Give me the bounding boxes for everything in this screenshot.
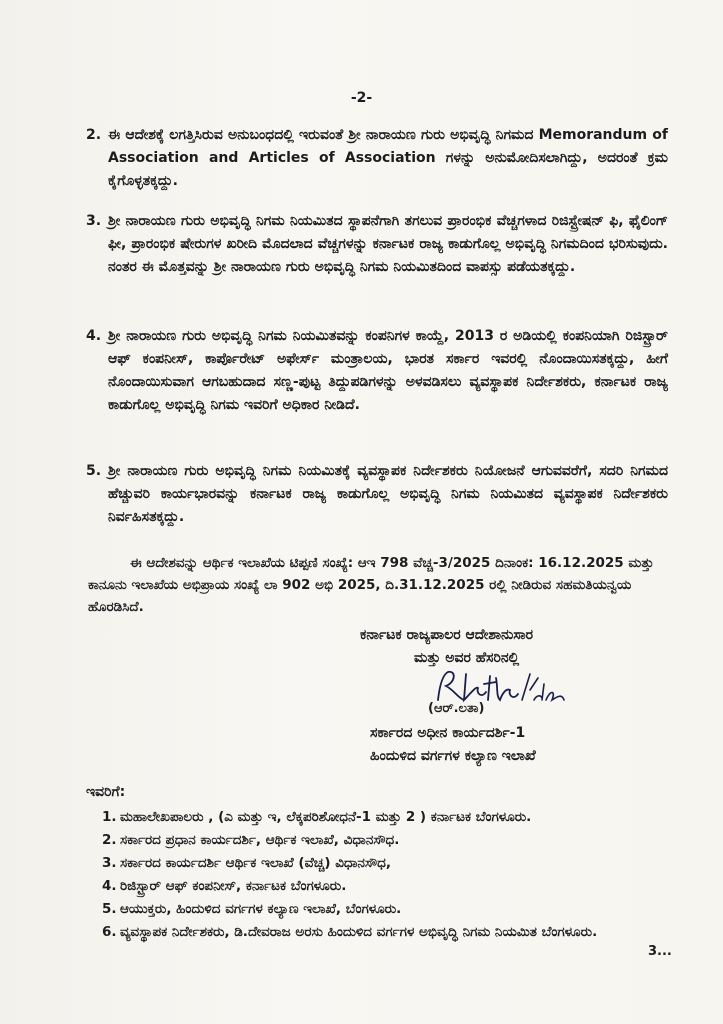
paragraph-number: 4. — [86, 328, 102, 344]
cc-title: ಇವರಿಗೆ: — [86, 784, 126, 800]
paragraph-number: 5. — [86, 463, 102, 479]
paragraph-2 — [86, 124, 668, 193]
page-number: -2- — [350, 90, 373, 106]
list-item: 6. ವ್ಯವಸ್ಥಾಪಕ ನಿರ್ದೇಶಕರು, ಡಿ.ದೇವರಾಜ ಅರಸು ಹಿಂದುಳಿದ ವರ್ಗಗಳ ಅಭಿವೃದ್ಧಿ ನಿಗಮ ನಿಯಮಿತ ಬೆಂಗಳೂರು. — [102, 924, 598, 940]
paragraph-4 — [86, 325, 668, 417]
signatory-name: (ಆರ್.ಲತಾ) — [428, 701, 485, 716]
paragraph-number: 3. — [86, 213, 102, 229]
designation-line-2: ಹಿಂದುಳಿದ ವರ್ಗಗಳ ಕಲ್ಯಾಣ ಇಲಾಖೆ — [370, 748, 536, 764]
list-item: 2. ಸರ್ಕಾರದ ಪ್ರಧಾನ ಕಾರ್ಯದರ್ಶಿ, ಆರ್ಥಿಕ ಇಲಾಖೆ, ವಿಧಾನಸೌಧ. — [102, 832, 400, 848]
designation-line-1: ಸರ್ಕಾರದ ಅಧೀನ ಕಾರ್ಯದರ್ಶಿ-1 — [370, 725, 526, 741]
list-item: 4. ರಿಜಿಸ್ಟ್ರಾರ್ ಆಫ್ ಕಂಪನೀಸ್, ಕರ್ನಾಟಕ ಬೆಂಗಳೂರು. — [102, 878, 347, 894]
next-page-marker: 3... — [648, 944, 672, 959]
order-line-2: ಮತ್ತು ಅವರ ಹೆಸರಿನಲ್ಲಿ — [414, 650, 520, 666]
paragraph-3 — [86, 210, 668, 279]
cc-list — [102, 806, 678, 944]
paragraph-5 — [86, 460, 668, 529]
designation — [370, 722, 690, 768]
paragraph-text: ಶ್ರೀ ನಾರಾಯಣ ಗುರು ಅಭಿವೃದ್ಧಿ ನಿಗಮ ನಿಯಮಿತಕ್ಕೆ ವ್ಯವಸ್ಥಾಪಕ ನಿರ್ದೇಶಕರು ನಿಯೋಜನೆ ಆಗುವವರೆಗೆ, ಸದರಿ ನಿಗಮದ ಹೆಚ್ಚುವರಿ ಕಾರ್ಯಭಾರವನ್ನು ಕರ್ನಾಟಕ ರಾಜ್ಯ ಕಾಡುಗೊಲ್ಲ ಅಭಿವೃದ್ಧಿ ನಿಗಮ ನಿಯಮಿತದ ವ್ಯವಸ್ಥಾಪಕ ನಿರ್ದೇಶಕರು ನಿರ್ವಹಿಸತಕ್ಕದ್ದು. — [108, 463, 668, 525]
list-item: 5. ಆಯುಕ್ತರು, ಹಿಂದುಳಿದ ವರ್ಗಗಳ ಕಲ್ಯಾಣ ಇಲಾಖೆ, ಬೆಂಗಳೂರು. — [102, 901, 402, 917]
list-item: 3. ಸರ್ಕಾರದ ಕಾರ್ಯದರ್ಶಿ ಆರ್ಥಿಕ ಇಲಾಖೆ (ವೆಚ್ಚ) ವಿಧಾನಸೌಧ, — [102, 855, 391, 871]
list-item: 1. ಮಹಾಲೇಖಪಾಲರು , (ಎ ಮತ್ತು ಇ, ಲೆಕ್ಕಪರಿಶೋಧನೆ-1 ಮತ್ತು 2 ) ಕರ್ನಾಟಕ ಬೆಂಗಳೂರು. — [102, 809, 532, 825]
sanction-note — [88, 552, 668, 618]
paragraph-text: ಶ್ರೀ ನಾರಾಯಣ ಗುರು ಅಭಿವೃದ್ಧಿ ನಿಗಮ ನಿಯಮಿತದ ಸ್ಥಾಪನೆಗಾಗಿ ತಗಲುವ ಪ್ರಾರಂಭಿಕ ವೆಚ್ಚಗಳಾದ ರಿಜಿಸ್ಟ್ರೇಷನ್ ಫಿ, ಫೈಲಿಂಗ್ ಫೀ, ಪ್ರಾರಂಭಿಕ ಷೇರುಗಳ ಖರೀದಿ ಮೊದಲಾದ ವೆಚ್ಚಗಳನ್ನು ಕರ್ನಾಟಕ ರಾಜ್ಯ ಕಾಡುಗೊಲ್ಲ ಅಭಿವೃದ್ಧಿ ನಿಗಮದಿಂದ ಭರಿಸುವುದು. ನಂತರ ಈ ಮೊತ್ತವನ್ನು ಶ್ರೀ ನಾರಾಯಣ ಗುರು ಅಭಿವೃದ್ಧಿ ನಿಗಮ ನಿಯಮಿತದಿಂದ ವಾಪಸ್ಸು ಪಡೆಯತಕ್ಕದ್ದು. — [108, 213, 668, 275]
paragraph-text: ಈ ಆದೇಶಕ್ಕೆ ಲಗತ್ತಿಸಿರುವ ಅನುಬಂಧದಲ್ಲಿ ಇರುವಂತೆ ಶ್ರೀ ನಾರಾಯಣ ಗುರು ಅಭಿವೃದ್ಧಿ ನಿಗಮದ Memorandum of Association and Articles of Association ಗಳನ್ನು ಅನುಮೋದಿಸಲಾಗಿದ್ದು, ಅದರಂತೆ ಕ್ರಮ ಕೈಗೊಳ್ಳತಕ್ಕದ್ದು. — [108, 127, 668, 189]
paragraph-text: ಶ್ರೀ ನಾರಾಯಣ ಗುರು ಅಭಿವೃದ್ಧಿ ನಿಗಮ ನಿಯಮಿತವನ್ನು ಕಂಪನಿಗಳ ಕಾಯ್ದೆ, 2013 ರ ಅಡಿಯಲ್ಲಿ ಕಂಪನಿಯಾಗಿ ರಿಜಿಸ್ಟ್ರಾರ್ ಆಫ್ ಕಂಪನೀಸ್, ಕಾರ್ಪೊರೇಟ್ ಅಫೇರ್ಸ್ ಮಂತ್ರಾಲಯ, ಭಾರತ ಸರ್ಕಾರ ಇವರಲ್ಲಿ ನೊಂದಾಯಿಸತಕ್ಕದ್ದು, ಹೀಗೆ ನೊಂದಾಯಿಸುವಾಗ ಆಗಬಹುದಾದ ಸಣ್ಣ-ಪುಟ್ಟ ತಿದ್ದುಪಡಿಗಳನ್ನು ಅಳವಡಿಸಲು ವ್ಯವಸ್ಥಾಪಕ ನಿರ್ದೇಶಕರು, ಕರ್ನಾಟಕ ರಾಜ್ಯ ಕಾಡುಗೊಲ್ಲ ಅಭಿವೃದ್ಧಿ ನಿಗಮ ಇವರಿಗೆ ಅಧಿಕಾರ ನೀಡಿದೆ. — [108, 328, 668, 413]
paragraph-number: 2. — [86, 127, 102, 143]
order-line-1: ಕರ್ನಾಟಕ ರಾಜ್ಯಪಾಲರ ಆದೇಶಾನುಸಾರ — [360, 627, 534, 643]
sanction-text: ಈ ಆದೇಶವನ್ನು ಆರ್ಥಿಕ ಇಲಾಖೆಯ ಟಿಪ್ಪಣಿ ಸಂಖ್ಯೆ: ಆಇ 798 ವೆಚ್ಚ-3/2025 ದಿನಾಂಕ: 16.12.2025 ಮತ್ತು ಕಾನೂನು ಇಲಾಖೆಯ ಅಭಿಪ್ರಾಯ ಸಂಖ್ಯೆ ಲಾ 902 ಅಭಿ 2025, ದಿ.31.12.2025 ರಲ್ಲಿ ನೀಡಿರುವ ಸಹಮತಿಯನ್ವಯ ಹೊರಡಿಸಿದೆ. — [88, 555, 654, 615]
